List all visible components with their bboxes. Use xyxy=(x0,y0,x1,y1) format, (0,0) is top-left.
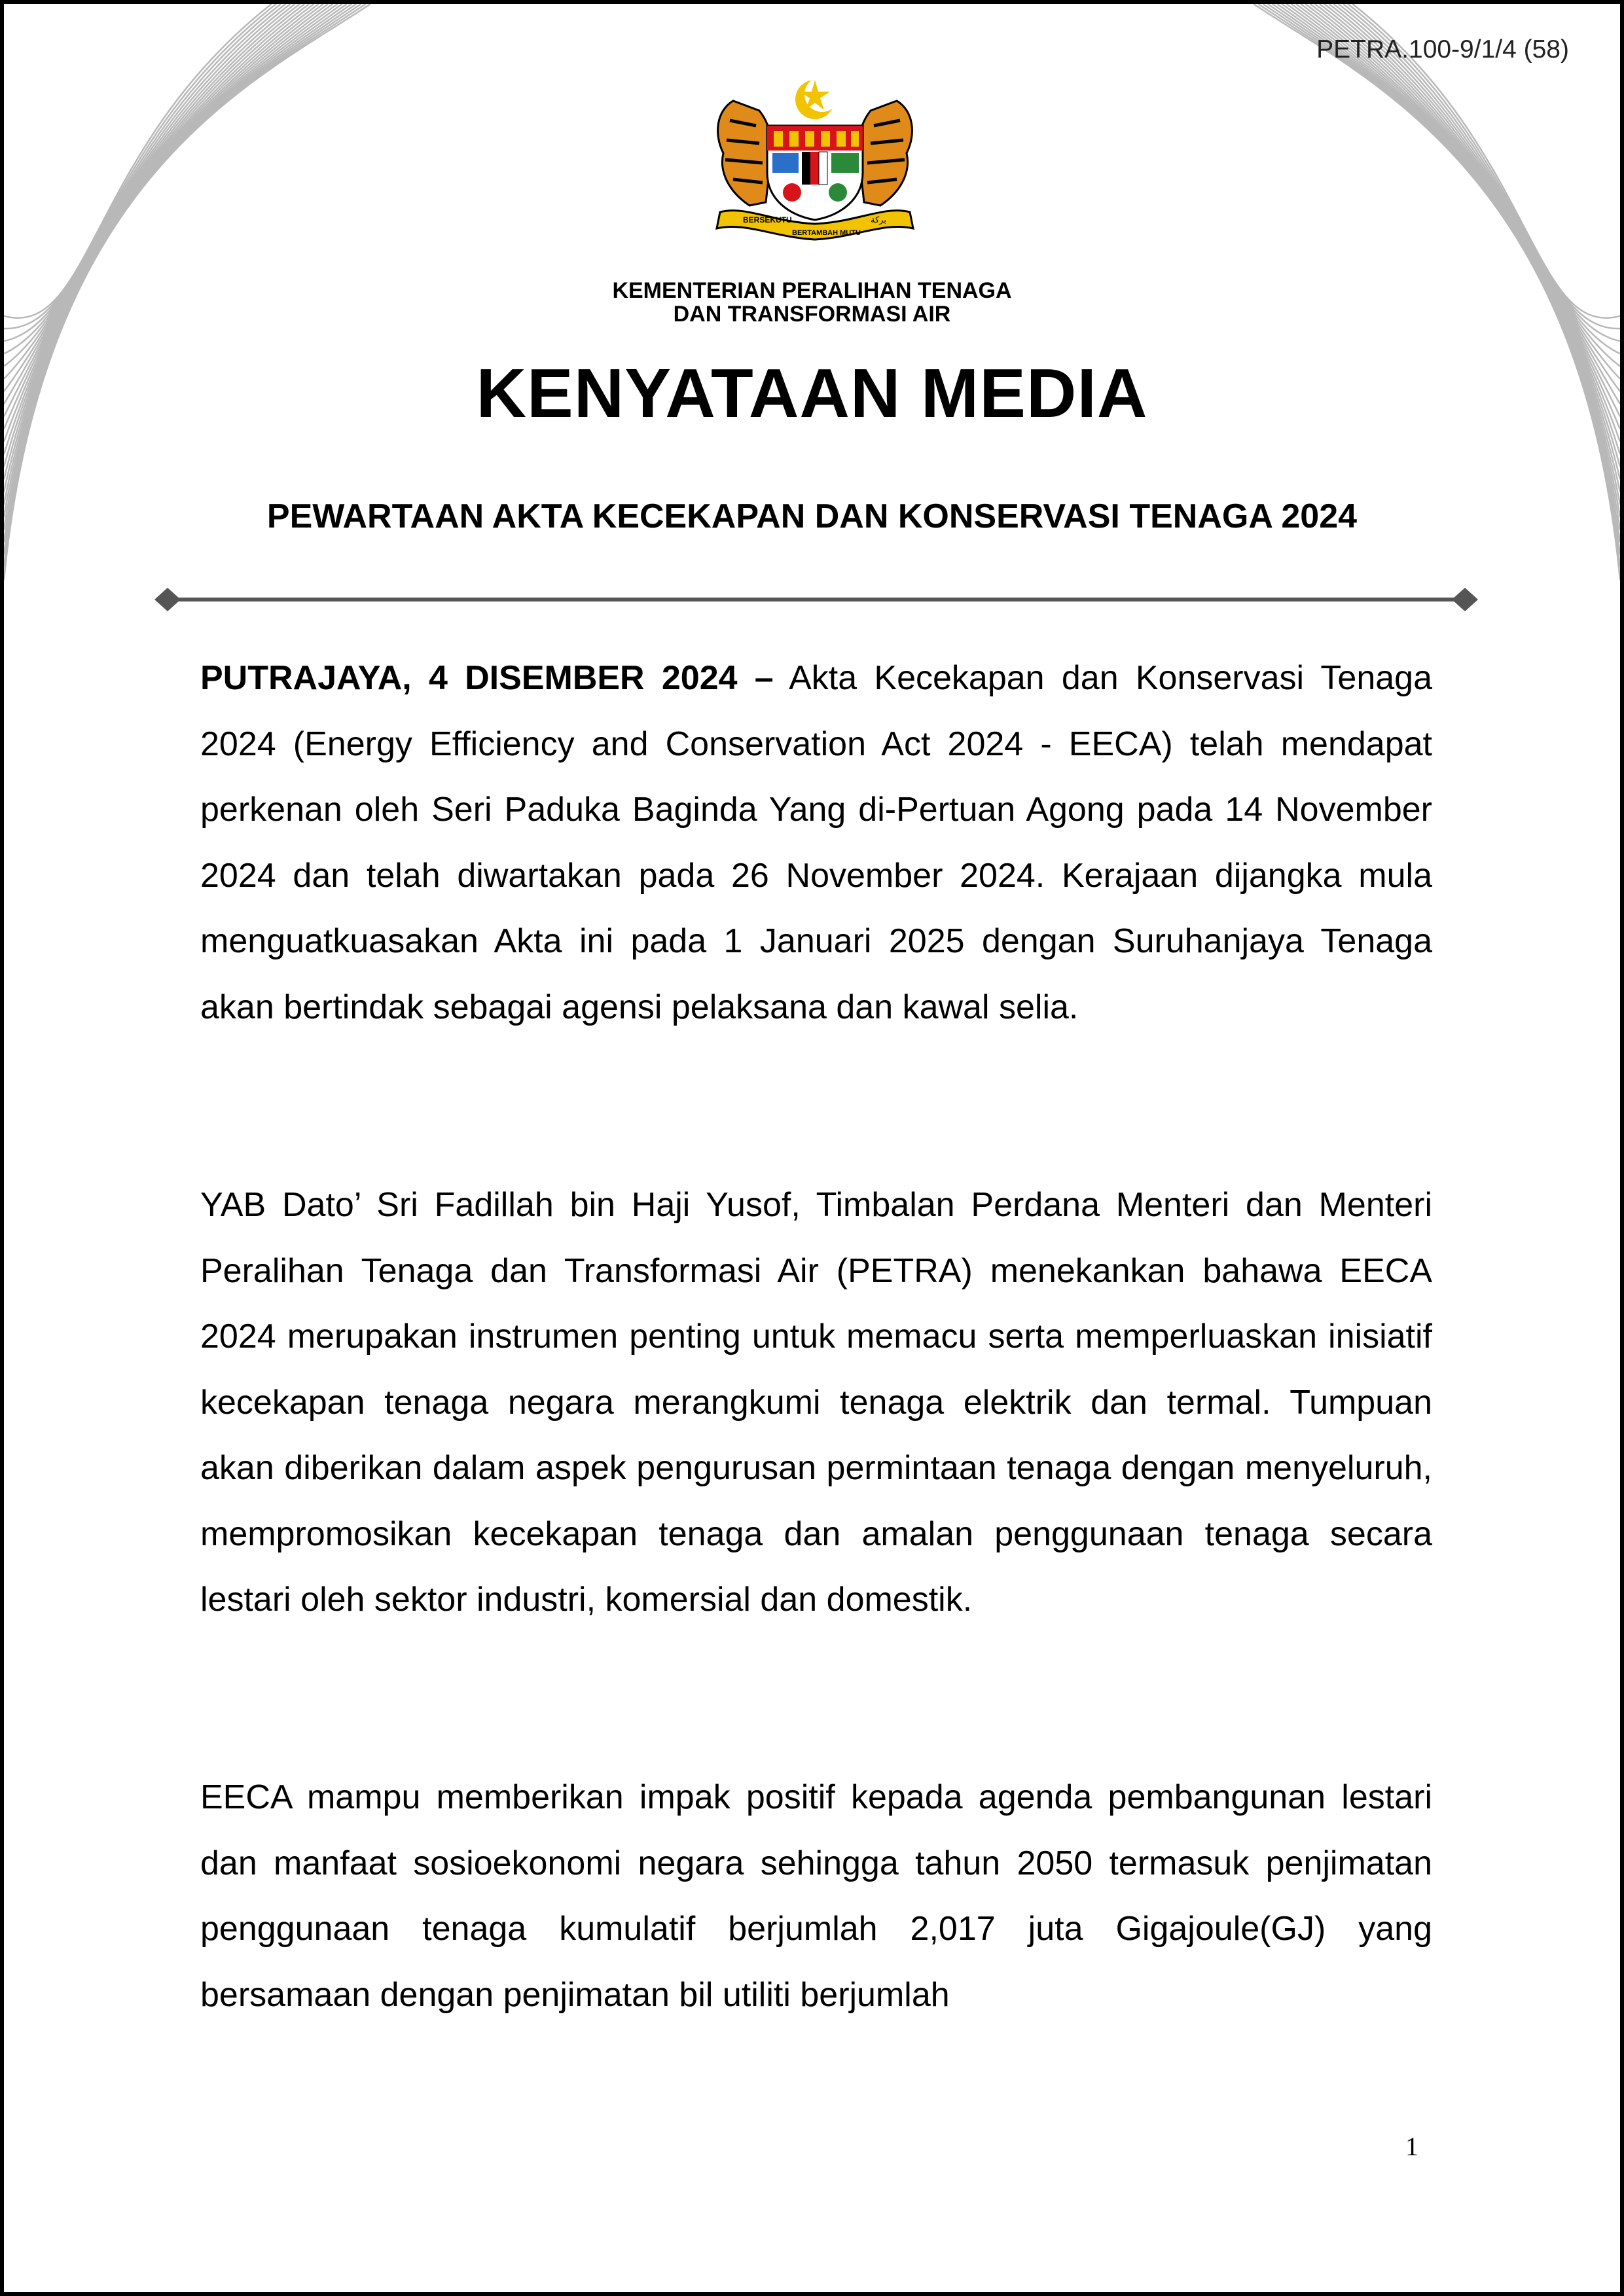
decorative-curve-line xyxy=(1277,4,1620,517)
divider-diamond-right-icon xyxy=(1452,588,1478,611)
document-title: KENYATAAN MEDIA xyxy=(476,355,1148,432)
paragraph-2: YAB Dato’ Sri Fadillah bin Haji Yusof, Timbalan Perdana Menteri dan Menteri Peralihan Tenaga dan Transformasi Air (PETRA) menekankan bahawa EECA 2024 merupakan instrumen penting untuk memacu serta memperluaskan inisiatif kecekapan tenaga negara merangkumi tenaga elektrik dan termal. Tumpuan akan diberikan dalam aspek pengurusan permintaan tenaga dengan menyeluruh, mempromosikan kecekapan tenaga dan amalan penggunaan tenaga secara lestari oleh sektor industri, komersial dan domestik. xyxy=(200,1186,1432,1619)
scroll-text-right: بركة xyxy=(871,215,886,225)
divider-diamond-left-icon xyxy=(154,588,181,611)
paragraph-3: EECA mampu memberikan impak positif kepada agenda pembangunan lestari dan manfaat sosioekonomi negara sehingga tahun 2050 termasuk penjimatan penggunaan tenaga kumulatif berjumlah 2,017 juta Gigajoule(GJ) yang bersamaan dengan penjimatan bil utiliti berjumlah xyxy=(200,1778,1432,2014)
decorative-curve-line xyxy=(4,4,356,542)
malaysia-coat-of-arms-icon xyxy=(694,75,936,251)
reference-number: PETRA.100-9/1/4 (58) xyxy=(1316,35,1569,63)
page-number: 1 xyxy=(1405,2132,1418,2161)
decorative-curve-line xyxy=(4,4,347,517)
decorative-curve-line xyxy=(1268,4,1620,542)
paragraph-1-body: Akta Kecekapan dan Konservasi Tenaga 2024 (Energy Efficiency and Conservation Act 2024 - EECA) telah mendapat perkenan oleh Seri Paduka Baginda Yang di-Pertuan Agong pada 14 November 2024 dan telah diwartakan pada 26 November 2024. Kerajaan dijangka mula menguatkuasakan Akta ini pada 1 Januari 2025 dengan Suruhanjaya Tenaga akan bertindak sebagai agensi pelaksana dan kawal selia. xyxy=(200,659,1433,1026)
decorative-curve-line xyxy=(4,4,352,529)
ministry-name-line-1: KEMENTERIAN PERALIHAN TENAGA xyxy=(612,278,1012,303)
scroll-text-center: BERTAMBAH MUTU xyxy=(792,229,861,237)
scroll-text-left: BERSEKUTU xyxy=(743,215,792,224)
document-subtitle: PEWARTAAN AKTA KECEKAPAN DAN KONSERVASI TENAGA 2024 xyxy=(266,497,1358,535)
paragraph-1 xyxy=(200,645,1432,1040)
ministry-name xyxy=(4,279,1620,326)
decorative-curve-line xyxy=(1272,4,1620,529)
paragraph-1-dateline: PUTRAJAYA, 4 DISEMBER 2024 – xyxy=(200,659,774,697)
ministry-name-line-2: DAN TRANSFORMASI AIR xyxy=(673,302,951,327)
section-divider xyxy=(153,580,1479,619)
